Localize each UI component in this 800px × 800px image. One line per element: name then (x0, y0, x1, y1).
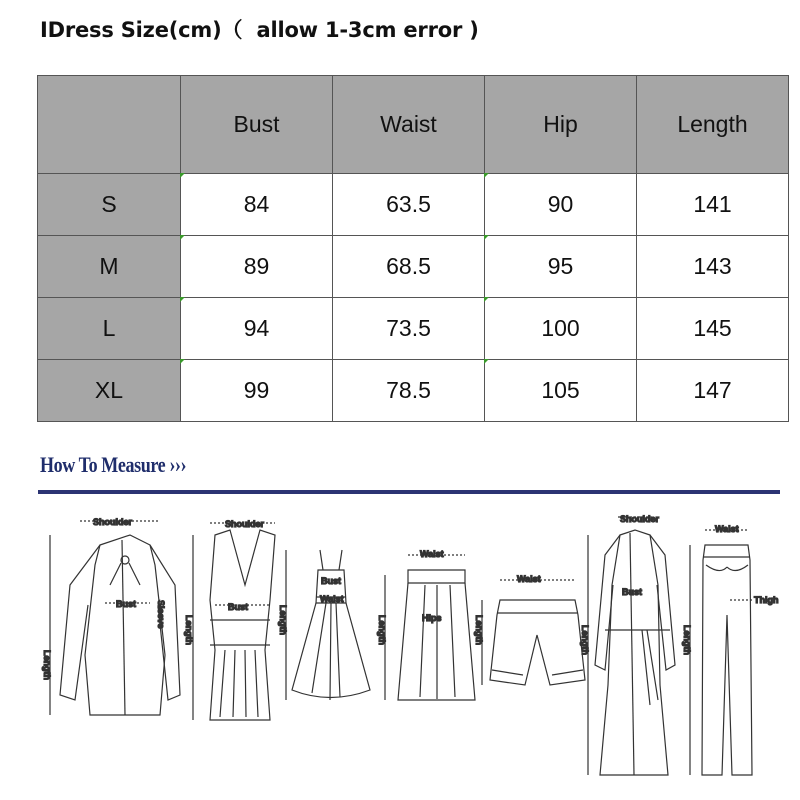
table-row (38, 236, 789, 298)
size-label: S (38, 174, 181, 236)
bust-label: Bust (321, 576, 341, 586)
bust-cell: 94 (181, 298, 333, 360)
chevrons-icon: ››› (169, 452, 187, 477)
length-label: Length (682, 625, 692, 655)
waist-label: Waist (320, 594, 344, 604)
shoulder-label: Shoulder (93, 517, 133, 527)
waist-cell: 78.5 (333, 360, 485, 422)
page-title: IDress Size(cm)（ allow 1-3cm error ) (40, 18, 479, 42)
size-table (37, 75, 789, 422)
waist-label: Waist (517, 574, 541, 584)
size-label: L (38, 298, 181, 360)
length-label: Length (184, 615, 194, 645)
section-divider (38, 490, 780, 494)
length-label: Length (580, 625, 590, 655)
bust-cell: 84 (181, 174, 333, 236)
waist-cell: 63.5 (333, 174, 485, 236)
length-label: Length (474, 615, 484, 645)
table-row (38, 360, 789, 422)
trousers-diagram (690, 530, 752, 775)
bust-cell: 99 (181, 360, 333, 422)
length-cell: 145 (637, 298, 789, 360)
sleeve-label: Sleeve (156, 600, 166, 629)
header-cell-length: Length (637, 76, 789, 174)
hip-cell: 90 (485, 174, 637, 236)
shorts-diagram (482, 580, 585, 685)
skirt-diagram (385, 555, 475, 700)
hips-label: Hips (422, 613, 442, 623)
table-row (38, 174, 789, 236)
bust-label: Bust (228, 602, 248, 612)
table-header-row (38, 76, 789, 174)
length-cell: 143 (637, 236, 789, 298)
waist-label: Waist (420, 549, 444, 559)
waist-label: Waist (715, 524, 739, 534)
bust-label: Bust (116, 599, 136, 609)
hip-cell: 95 (485, 236, 637, 298)
table-row (38, 298, 789, 360)
how-to-measure-title: How To Measure (40, 452, 166, 477)
length-label: Length (377, 615, 387, 645)
size-label: M (38, 236, 181, 298)
shoulder-label: Shoulder (620, 514, 660, 524)
header-cell-empty (38, 76, 181, 174)
bust-label: Bust (622, 587, 642, 597)
length-cell: 141 (637, 174, 789, 236)
shoulder-label: Shoulder (225, 519, 265, 529)
coat-diagram (588, 517, 675, 775)
thigh-label: Thigh (754, 595, 779, 605)
header-cell-bust: Bust (181, 76, 333, 174)
header-cell-waist: Waist (333, 76, 485, 174)
size-label: XL (38, 360, 181, 422)
tank-top-diagram (193, 523, 275, 720)
strap-dress-diagram (286, 550, 370, 700)
header-cell-hip: Hip (485, 76, 637, 174)
waist-cell: 68.5 (333, 236, 485, 298)
bust-cell: 89 (181, 236, 333, 298)
length-label: Length (278, 605, 288, 635)
hip-cell: 105 (485, 360, 637, 422)
length-cell: 147 (637, 360, 789, 422)
length-label: Length (42, 650, 52, 680)
measurement-diagrams (30, 505, 790, 795)
waist-cell: 73.5 (333, 298, 485, 360)
hip-cell: 100 (485, 298, 637, 360)
how-to-measure-heading (40, 452, 186, 478)
